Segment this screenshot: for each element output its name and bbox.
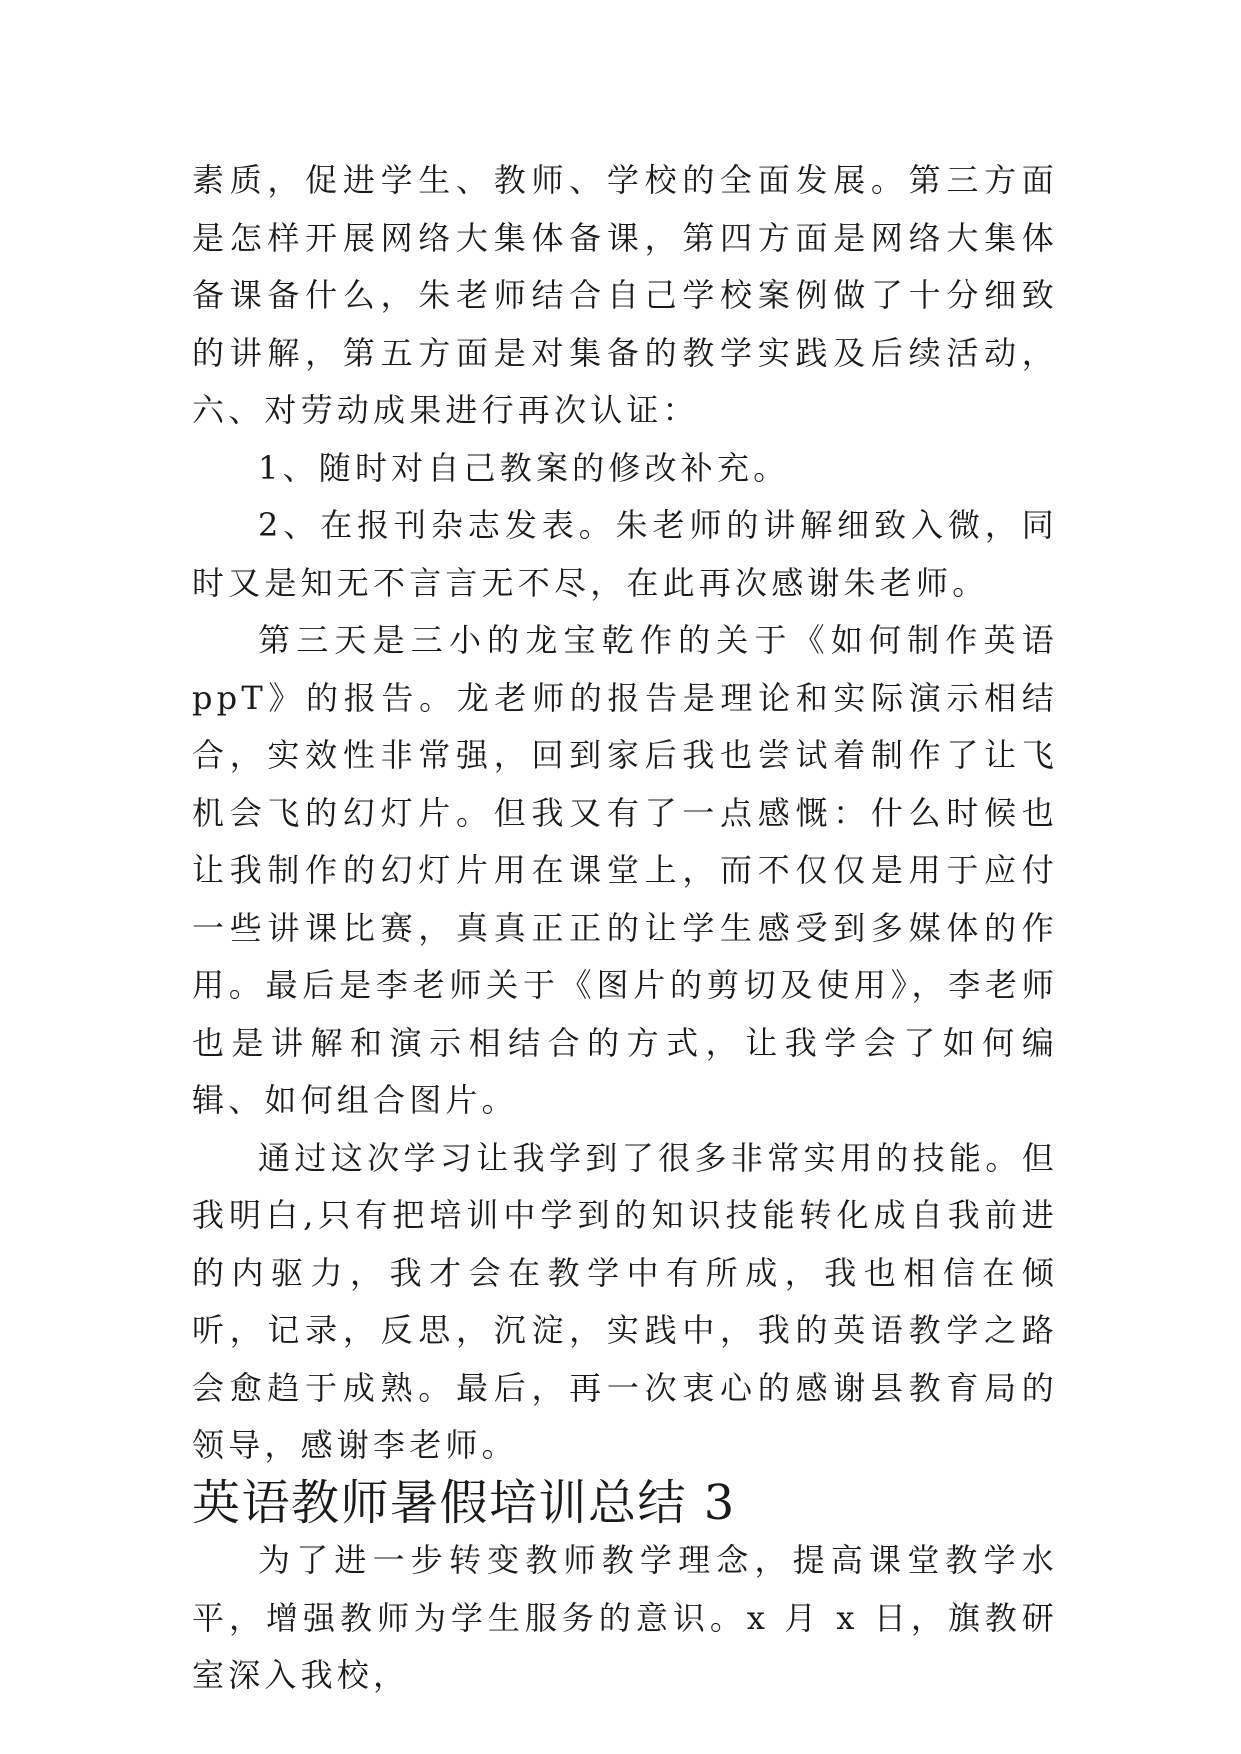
paragraph-5: 通过这次学习让我学到了很多非常实用的技能。但我明白,只有把培训中学到的知识技能转化成自我前进的内驱力，我才会在教学中有所成，我也相信在倾听，记录，反思，沉淀，实践中，我的英语教学之路会愈趋于成熟。最后，再一次衷心的感谢县教育局的领导，感谢李老师。 — [192, 1138, 1058, 1464]
paragraph-3: 2、在报刊杂志发表。朱老师的讲解细致入微，同时又是知无不言言无不尽，在此再次感谢朱老师。 — [192, 506, 1058, 602]
paragraph-6: 为了进一步转变教师教学理念，提高课堂教学水平，增强教师为学生服务的意识。x 月 x 日，旗教研室深入我校， — [192, 1541, 1058, 1694]
paragraph-4: 第三天是三小的龙宝乾作的关于《如何制作英语 ppT》的报告。龙老师的报告是理论和实际演示相结合，实效性非常强，回到家后我也尝试着制作了让飞机会飞的幻灯片。但我又有了一点感慨：什么时候也让我制作的幻灯片用在课堂上，而不仅仅是用于应付一些讲课比赛，真真正正的让学生感受到多媒体的作用。最后是李老师关于《图片的剪切及使用》，李老师也是讲解和演示相结合的方式，让我学会了如何编辑、如何组合图片。 — [192, 621, 1058, 1119]
paragraph-2: 1、随时对自己教案的修改补充。 — [258, 448, 790, 487]
document-body — [192, 152, 1058, 1705]
section-heading: 英语教师暑假培训总结 3 — [192, 1474, 736, 1531]
paragraph-1: 素质，促进学生、教师、学校的全面发展。第三方面是怎样开展网络大集体备课，第四方面是网络大集体备课备什么，朱老师结合自己学校案例做了十分细致的讲解，第五方面是对集备的教学实践及后续活动，六、对劳动成果进行再次认证： — [192, 161, 1058, 429]
